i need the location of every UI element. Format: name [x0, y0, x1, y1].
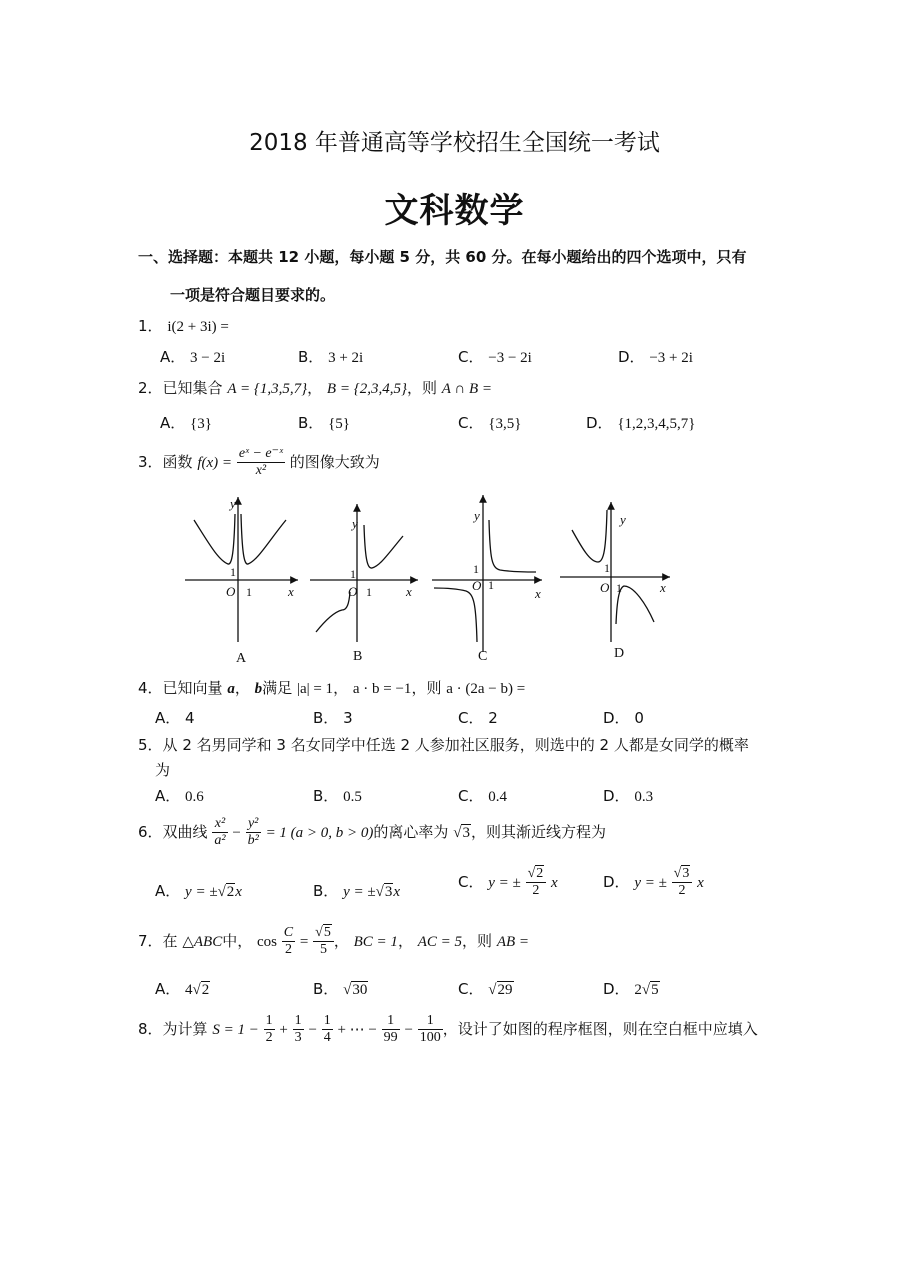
- subject-title: 文科数学: [384, 191, 525, 231]
- question-2: 2．已知集合 A = {1,3,5,7}， B = {2,3,4,5}，则 A ∩ B =: [138, 379, 493, 397]
- graph-label-a: A: [236, 651, 247, 666]
- question-8: 8．为计算 S = 1 − $\frac{1}{2}$ + $\frac{1}{3}$ − $\frac{1}{4}$ + ⋯ − $\frac{1}{99}$ − $\frac{1}{100}$ ，设计了如图的程序框图，则在空白框中应填入: [138, 1013, 758, 1045]
- q5-option-b: B． 0.5: [313, 787, 362, 805]
- question-1: [138, 315, 229, 336]
- svg-text:O: O: [226, 584, 236, 599]
- svg-text:1: 1: [616, 581, 622, 595]
- svg-text:y: y: [352, 516, 358, 531]
- q2-option-d: D． {1,2,3,4,5,7}: [586, 414, 696, 432]
- q4-option-c: C． 2: [458, 709, 498, 727]
- q1-option-a: A． 3 − 2i: [160, 348, 226, 366]
- svg-text:1: 1: [604, 561, 610, 575]
- graph-label-d: D: [614, 646, 625, 661]
- svg-text:O: O: [348, 584, 358, 599]
- question-stem: i(2 + 3i) =: [167, 319, 229, 335]
- q2-option-a: A． {3}: [160, 414, 212, 432]
- q3-graphs: [180, 492, 680, 667]
- question-3: 3．函数 f(x) = $\frac{\text{eˣ − e⁻ˣ}}{\text{x²}}$ 的图像大致为: [138, 446, 380, 478]
- q5-option-a: A． 0.6: [155, 787, 204, 805]
- svg-text:1: 1: [246, 585, 252, 599]
- q6-option-a: A． y = ±√2x: [155, 882, 242, 900]
- exam-title: 2018 年普通高等学校招生全国统一考试: [249, 130, 660, 156]
- q4-option-a: A． 4: [155, 709, 195, 727]
- q2-option-c: C． {3,5}: [458, 414, 522, 432]
- svg-text:1: 1: [230, 565, 236, 579]
- section-heading-line1: 一、选择题：本题共 12 小题，每小题 5 分，共 60 分。在每小题给出的四个选项中，只有: [138, 248, 747, 266]
- svg-text:O: O: [472, 578, 482, 593]
- svg-text:1: 1: [350, 567, 356, 581]
- svg-text:x: x: [288, 584, 294, 599]
- q7-option-c: C． √29: [458, 980, 513, 998]
- svg-text:1: 1: [473, 562, 479, 576]
- svg-text:y: y: [474, 508, 480, 523]
- q4-option-d: D． 0: [603, 709, 644, 727]
- question-4: 4．已知向量 a， b满足 |a| = 1， a · b = −1，则 a · (2a − b) =: [138, 679, 526, 697]
- q2-option-b: B． {5}: [298, 414, 350, 432]
- svg-text:y: y: [620, 512, 626, 527]
- question-5-line2: 为: [155, 761, 171, 779]
- question-5: 5．从 2 名男同学和 3 名女同学中任选 2 人参加社区服务，则选中的 2 人都是女同学的概率: [138, 736, 749, 754]
- question-6: 6．双曲线 $\frac{\text{x²}}{\text{a²}}$ − $\frac{\text{y²}}{\text{b²}}$ = 1 (a > 0, b > 0)的离心率为 √3，则其渐近线方程为: [138, 816, 606, 848]
- q1-option-c: C． −3 − 2i: [458, 348, 532, 366]
- graph-b: [310, 504, 418, 642]
- svg-text:O: O: [600, 580, 610, 595]
- section-heading-line2: 一项是符合题目要求的。: [170, 286, 336, 304]
- graph-a: [185, 497, 298, 642]
- graph-a-y-label: y: [230, 496, 236, 511]
- question-7: 7．在 △ABC中， cos $\frac{C}{2}$ = $\frac{√5}{5}$ ， BC = 1， AC = 5，则 AB =: [138, 925, 530, 957]
- svg-text:x: x: [660, 580, 666, 595]
- svg-text:x: x: [535, 586, 541, 601]
- graph-d: [560, 502, 670, 642]
- q7-option-d: D． 2√5: [603, 980, 659, 998]
- graph-label-c: C: [478, 649, 488, 664]
- q6-option-d: D． y = ± $\frac{√3}{2}$ x: [603, 866, 704, 898]
- svg-text:1: 1: [488, 578, 494, 592]
- graph-c: [432, 495, 542, 652]
- svg-text:x: x: [406, 584, 412, 599]
- q7-option-b: B． √30: [313, 980, 368, 998]
- svg-text:1: 1: [366, 585, 372, 599]
- q5-option-d: D． 0.3: [603, 787, 654, 805]
- q6-option-b: B． y = ±√3x: [313, 882, 400, 900]
- q1-option-d: D． −3 + 2i: [618, 348, 693, 366]
- q5-option-c: C． 0.4: [458, 787, 508, 805]
- graph-label-b: B: [353, 649, 363, 664]
- q1-option-b: B． 3 + 2i: [298, 348, 364, 366]
- q7-option-a: A． 4√2: [155, 980, 210, 998]
- question-number: 1．: [138, 317, 163, 335]
- q4-option-b: B． 3: [313, 709, 353, 727]
- q6-option-c: C． y = ± $\frac{√2}{2}$ x: [458, 866, 558, 898]
